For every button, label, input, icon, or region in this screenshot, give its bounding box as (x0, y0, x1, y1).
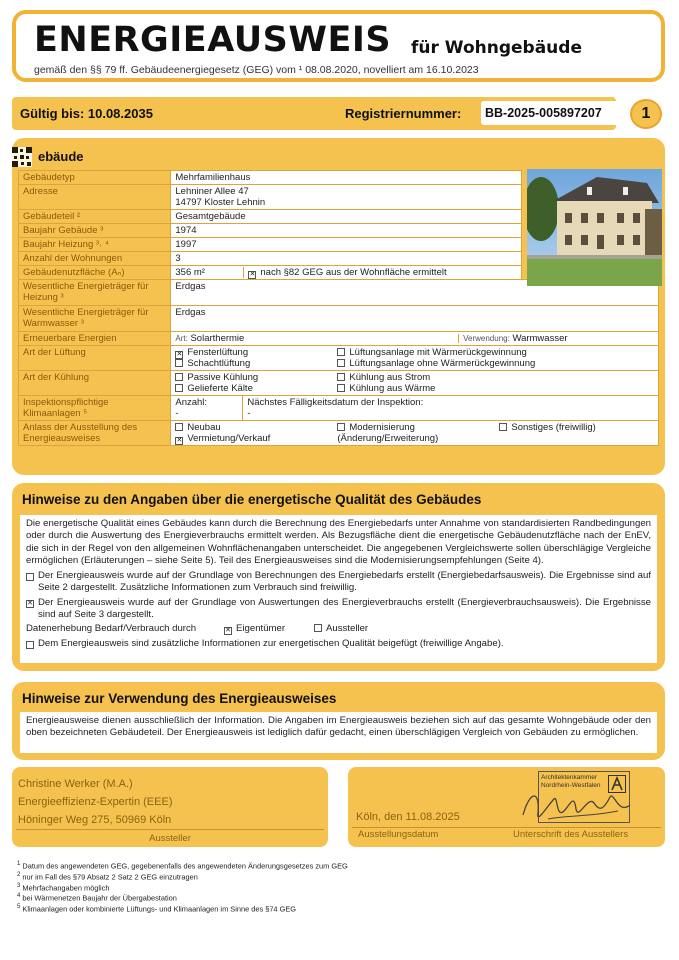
checkbox (26, 641, 34, 649)
row-key: Art der Kühlung (19, 371, 171, 396)
checkbox (499, 423, 507, 431)
row-key: Anzahl der Wohnungen (19, 252, 171, 266)
intro-text: Die energetische Qualität eines Gebäudes kann durch die Berechnung des Energiebedarfs unter Annahme von standardisierten Randbedingungen oder durch die Auswertung des Energieverbrauchs ermittelt werden. Als Bezugsfläche dient die energetische Gebäudenutzfläche nach der EnEV, die sich in der Regel von den allgemeinen Wohnflächenangaben unterscheidet. Die angegebenen Vergleichswerte sollen überschlägige Vergleiche ermöglichen (Erläuterungen – siehe Seite 5). Teil des Energieausweises sind die Modernisierungsempfehlungen (Seite 4). (26, 518, 651, 566)
anzahl-value: - (175, 408, 179, 419)
row-key: Wesentliche Energieträger für Heizung ³ (19, 280, 171, 306)
footnote-text: Klimaanlagen oder kombinierte Lüftungs- und Klimaanlagen im Sinne des §74 GEG (22, 904, 297, 914)
checkbox (337, 384, 345, 392)
verwendung-value: Warmwasser (512, 333, 568, 344)
checkbox (175, 423, 183, 431)
faellig-label: Nächstes Fälligkeitsdatum der Inspektion: (247, 397, 424, 408)
option-label: Dem Energieausweis sind zusätzliche Informationen zur energetischen Qualität beigefügt (freiwillige Angabe). (38, 637, 504, 649)
row-value: Erdgas (171, 280, 659, 306)
table-row (19, 346, 659, 371)
checkbox (337, 423, 345, 431)
law-reference: gemäß den §§ 79 ff. Gebäudeenergiegesetz (GEG) vom ¹ 08.08.2020, novelliert am 16.10.2023 (34, 64, 479, 76)
footnotes (17, 860, 348, 914)
option-label: Aussteller (326, 623, 369, 635)
checkbox (314, 624, 322, 632)
footnote-text: bei Wärmenetzen Baujahr der Übergabestation (22, 893, 177, 903)
row-key: Anlass der Ausstellung des Energieausweises (19, 421, 171, 446)
issuer-name: Christine Werker (M.A.) (18, 778, 133, 790)
table-row (19, 371, 659, 396)
issuer-address: Höninger Weg 275, 50969 Köln (18, 814, 172, 826)
option-verbrauch (26, 597, 651, 622)
row-key: Gebäudeteil ² (19, 210, 171, 224)
option-label: Vermietung/Verkauf (187, 433, 271, 444)
signature-caption: Unterschrift des Ausstellers (513, 829, 629, 840)
checkbox (175, 359, 183, 367)
row-key: Adresse (19, 185, 171, 210)
row-key: Inspektionspflichtige Klimaanlagen ⁵ (19, 396, 171, 421)
option-label: Neubau (187, 422, 221, 433)
checkbox (337, 373, 345, 381)
checkbox-checked (248, 271, 256, 279)
row-key: Gebäudenutzfläche (Aₙ) (19, 266, 171, 280)
option-label: Eigentümer (236, 623, 286, 635)
verwendung-label: Verwendung: (458, 334, 510, 343)
row-value: Erdgas (171, 306, 659, 332)
valid-until: Gültig bis: 10.08.2035 (20, 106, 153, 121)
faellig-value: - (247, 408, 251, 419)
option-label: Fensterlüftung (187, 347, 249, 358)
checkbox (337, 359, 345, 367)
row-value (171, 332, 659, 346)
footnote: $^1$ Datum des angewendeten GEG, gegebenenfalls des angewendeten Änderungsgesetzes zum GEG (17, 861, 348, 871)
checkbox-checked (175, 437, 183, 445)
stamp-line: Architektenkammer (541, 774, 597, 781)
option-label: Lüftungsanlage ohne Wärmerückgewinnung (349, 358, 536, 369)
checkbox (175, 384, 183, 392)
row-key: Baujahr Gebäude ³ (19, 224, 171, 238)
document-subtitle: für Wohngebäude (411, 38, 582, 58)
checkbox-checked (175, 351, 183, 359)
footnote-text: nur im Fall des §79 Absatz 2 Satz 2 GEG einzutragen (22, 872, 198, 882)
footnote-text: Datum des angewendeten GEG, gegebenenfalls des angewendeten Änderungsgesetzes zum GEG (22, 861, 348, 871)
option-label: Modernisierung (349, 422, 415, 433)
option-label: Gelieferte Kälte (187, 383, 253, 394)
section-title: Hinweise zu den Angaben über die energetische Qualität des Gebäudes (22, 492, 482, 507)
checkbox (175, 373, 183, 381)
signature-box (348, 767, 665, 847)
option-label: Lüftungsanlage mit Wärmerückgewinnung (349, 347, 527, 358)
issuer-box (12, 767, 328, 847)
document-title: ENERGIEAUSWEIS (34, 20, 392, 60)
row-value: Gesamtgebäude (171, 210, 521, 224)
row-key: Baujahr Heizung ³˒ ⁴ (19, 238, 171, 252)
issue-date: Köln, den 11.08.2025 (356, 811, 460, 823)
signature-image (518, 785, 638, 829)
option-zusatz (26, 638, 651, 650)
datenerhebung-row (26, 623, 651, 635)
table-row (19, 396, 659, 421)
row-value: Mehrfamilienhaus (171, 171, 521, 185)
area-note: nach §82 GEG aus der Wohnfläche ermittelt (260, 267, 447, 278)
checkbox (26, 573, 34, 581)
validity-bar (12, 97, 616, 130)
issuer-role: Energieeffizienz-Expertin (EEE) (18, 796, 173, 808)
building-photo (527, 169, 662, 286)
row-value (171, 396, 659, 421)
option-label: Schachtlüftung (187, 358, 251, 369)
address-city: 14797 Kloster Lehnin (175, 197, 266, 208)
document-header (12, 10, 665, 82)
footnote-text: Mehrfachangaben möglich (22, 883, 110, 892)
quality-notes-section (12, 483, 665, 671)
art-label: Art: (175, 334, 188, 343)
option-label: Kühlung aus Wärme (349, 383, 436, 394)
stamp-line: Nordrhein-Westfalen (541, 782, 601, 789)
address-street: Lehniner Allee 47 (175, 186, 249, 197)
checkbox (337, 348, 345, 356)
footnote: $^4$ bei Wärmenetzen Baujahr der Übergabestation (17, 893, 177, 903)
row-key: Wesentliche Energieträger für Warmwasser ³ (19, 306, 171, 332)
row-value (171, 371, 659, 396)
option-label: (Änderung/Erweiterung) (337, 433, 439, 444)
page-number-badge: 1 (630, 99, 662, 129)
checkbox-checked (224, 627, 232, 635)
table-row (19, 306, 659, 332)
row-value (171, 421, 659, 446)
table-row (19, 332, 659, 346)
quality-notes-body (20, 515, 657, 663)
row-key: Art der Lüftung (19, 346, 171, 371)
qr-code-icon (12, 147, 32, 167)
usage-notes-body: Energieausweise dienen ausschließlich der Information. Die Angaben im Energieausweis beziehen sich auf das gesamte Wohngebäude oder den oben bezeichneten Gebäudeteil. Der Energieausweis ist lediglich dafür gedacht, einen überschlägigen Vergleich von Gebäuden zu ermöglichen. (20, 712, 657, 753)
section-title-gebaeude: ebäude (38, 149, 84, 164)
registration-label: Registriernummer: (345, 106, 462, 121)
row-value: 1997 (171, 238, 521, 252)
row-value: 1974 (171, 224, 521, 238)
art-value: Solarthermie (190, 333, 245, 344)
usage-notes-section (12, 682, 665, 760)
row-key: Gebäudetyp (19, 171, 171, 185)
footnote: $^2$ nur im Fall des §79 Absatz 2 Satz 2 GEG einzutragen (17, 871, 198, 882)
issuer-caption: Aussteller (149, 833, 191, 844)
row-value (171, 266, 521, 280)
anzahl-label: Anzahl: (175, 397, 208, 408)
table-row (19, 421, 659, 446)
issue-date-caption: Ausstellungsdatum (358, 829, 439, 840)
registration-number: BB-2025-005897207 (481, 101, 620, 125)
option-label: Passive Kühlung (187, 372, 259, 383)
datenerhebung-label: Datenerhebung Bedarf/Verbrauch durch (26, 623, 197, 635)
footnote: $^3$ Mehrfachangaben möglich (17, 882, 110, 892)
section-title: Hinweise zur Verwendung des Energieausweises (22, 691, 337, 706)
footnote: $^5$ Klimaanlagen oder kombinierte Lüftungs- und Klimaanlagen im Sinne des §74 GEG (17, 904, 297, 914)
row-value (171, 185, 521, 210)
row-value: 3 (171, 252, 521, 266)
checkbox-checked (26, 600, 34, 608)
area-value: 356 m² (175, 267, 205, 278)
row-key: Erneuerbare Energien (19, 332, 171, 346)
building-section (12, 138, 665, 475)
option-label: Der Energieausweis wurde auf der Grundlage von Auswertungen des Energieverbrauchs erstellt (Energieverbrauchsausweis). Die Ergebnisse sind auf Seite 3 dargestellt. (38, 596, 651, 621)
option-label: Der Energieausweis wurde auf der Grundlage von Berechnungen des Energiebedarfs erstellt (Energiebedarfsausweis). Die Ergebnisse sind auf Seite 2 dargestellt. Zusätzliche Informationen zum Verbrauch sind freiwillig. (38, 570, 651, 594)
option-label: Kühlung aus Strom (349, 372, 431, 383)
row-value (171, 346, 659, 371)
option-bedarf (26, 570, 651, 595)
option-label: Sonstiges (freiwillig) (511, 422, 596, 433)
